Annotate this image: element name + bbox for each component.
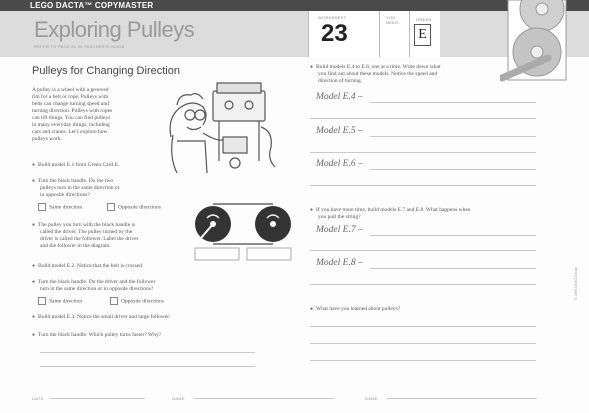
same-direction-checkbox[interactable] <box>38 203 46 211</box>
you-need-label: YOU NEED: <box>386 15 400 25</box>
answer-line[interactable] <box>310 185 536 186</box>
step-turn-handle: ● Turn the black handle. Do the two pulleys turn in the same direction or in opposite directions? <box>32 178 182 199</box>
model-e5-label: Model E.5 – <box>316 126 363 136</box>
page-subtitle: REFER TO PAGE 81 IN TEACHER'S GUIDE <box>34 44 125 49</box>
model-e8-label: Model E.8 – <box>316 258 363 268</box>
answer-line[interactable] <box>310 284 536 285</box>
answer-line[interactable] <box>370 136 536 137</box>
answer-line[interactable] <box>310 250 536 251</box>
answer-line[interactable] <box>40 352 255 353</box>
name-label-1: NAME <box>172 396 185 401</box>
same-direction-label-2: Same direction <box>49 298 83 305</box>
step-which-faster: ● Turn the black handle. Which pulley turns faster? Why? <box>32 332 161 339</box>
step-build-e3: ● Build model E.3. Notice the small driver and large follower. <box>32 314 170 321</box>
publisher-label: LEGO DACTA™ COPYMASTER <box>30 1 154 10</box>
intro-text: A pulley is a wheel with a grooved rim for a belt or rope. Pulleys with belts can change turning speed and turning direction. Pulleys with ropes can lift things. You can find pulleys in many everyday things, including cars and cranes. Let's explore how pulleys work. <box>32 87 113 142</box>
name-label-2: NAME <box>365 396 378 401</box>
opt-opposite-directions[interactable] <box>107 203 161 211</box>
answer-line[interactable] <box>310 152 536 153</box>
answer-line[interactable] <box>310 326 536 327</box>
opposite-directions-label-2: Opposite directions <box>121 298 164 305</box>
step-build-e2: ● Build model E.2. Notice that the belt is crossed. <box>32 263 143 270</box>
date-field[interactable] <box>50 398 145 399</box>
name-field-1[interactable] <box>194 398 334 399</box>
scientist-illustration <box>163 77 285 175</box>
opt-same-direction[interactable] <box>38 203 82 211</box>
page-title: Exploring Pulleys <box>34 17 195 42</box>
answer-line[interactable] <box>370 268 536 269</box>
answer-line[interactable] <box>370 102 536 103</box>
answer-line[interactable] <box>310 118 536 119</box>
model-e6-label: Model E.6 – <box>316 159 363 169</box>
answer-line[interactable] <box>370 235 536 236</box>
answer-line[interactable] <box>370 169 536 170</box>
answer-line[interactable] <box>40 366 255 367</box>
opt-same-direction-2[interactable] <box>38 297 82 305</box>
opposite-directions-checkbox-2[interactable] <box>110 297 118 305</box>
green-label: GREEN <box>416 17 432 22</box>
worksheet-number: 23 <box>321 20 348 47</box>
worksheet-label: WORKSHEET <box>318 15 347 20</box>
opposite-directions-checkbox[interactable] <box>107 203 115 211</box>
pulley-diagram <box>193 200 293 262</box>
name-field-2[interactable] <box>387 398 537 399</box>
date-label: DATE <box>32 396 44 401</box>
step-driver-follower: ● The pulley you turn with the black handle is called the driver. The pulley turned by the driver is called the follower. Label the driver and the follower in the diagram. <box>32 222 190 250</box>
opt-opposite-directions-2[interactable] <box>110 297 164 305</box>
right-intro: ● Build models E.4 to E.6, one at a time. Write down what you find out about these models. Notice the speed and direction of turning. <box>310 64 545 85</box>
same-direction-label: Same direction <box>49 204 83 211</box>
step-build-e1: ● Build model E.1 from Green Card E. <box>32 162 119 169</box>
model-e4-label: Model E.4 – <box>316 92 363 102</box>
step-turn-e2: ● Turn the black handle. Do the driver and the follower turn in the same direction or in opposite directions? <box>32 279 232 293</box>
learned-question: ● What have you learned about pulleys? <box>310 306 400 313</box>
green-card-letter: E <box>414 24 431 46</box>
more-time-question: ● If you have more time, build models E.7 and E.8. What happens when you pull the string? <box>310 207 550 221</box>
same-direction-checkbox-2[interactable] <box>38 297 46 305</box>
opposite-directions-label: Opposite directions <box>118 204 161 211</box>
model-e7-label: Model E.7 – <box>316 225 363 235</box>
section-title: Pulleys for Changing Direction <box>32 65 180 77</box>
answer-line[interactable] <box>310 360 536 361</box>
answer-line[interactable] <box>310 343 536 344</box>
copyright-text: © 1993 LEGO Group <box>574 267 578 300</box>
